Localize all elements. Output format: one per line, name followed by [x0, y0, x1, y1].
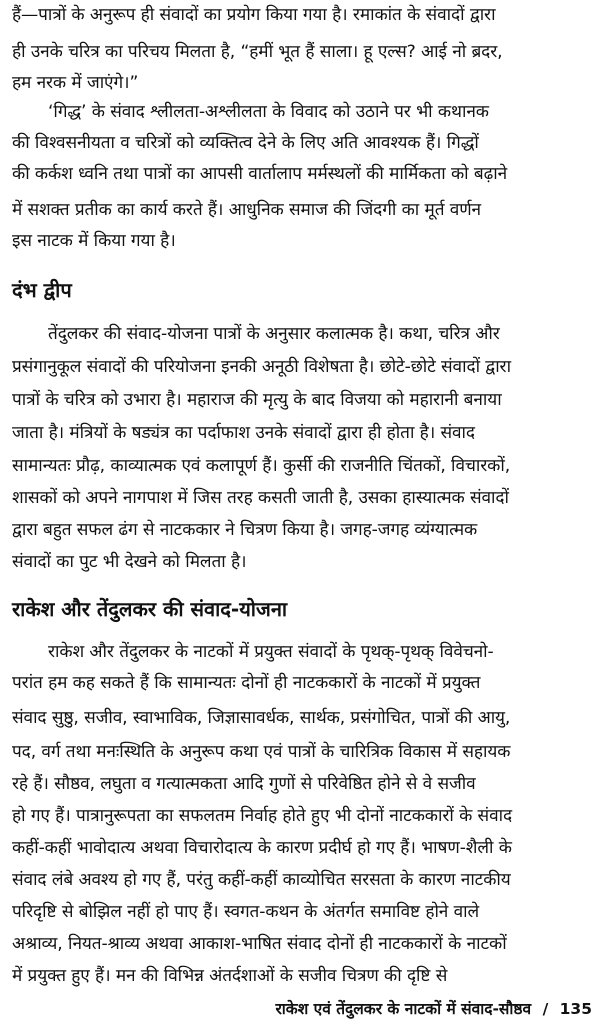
text-line: में प्रयुक्त हुए हैं। मन की विभिन्न अंतर्दशाओं के सजीव चित्रण की दृष्टि से: [12, 966, 448, 986]
text-line: में सशक्त प्रतीक का कार्य करते हैं। आधुनिक समाज की जिंदगी का मूर्त वर्णन: [12, 200, 481, 220]
text-line: परिदृष्टि से बोझिल नहीं हो पाए हैं। स्वगत-कथन के अंतर्गत समाविष्ट होने वाले: [12, 902, 480, 922]
running-title: राकेश एवं तेंदुलकर के नाटकों में संवाद-सौष्ठव: [275, 1000, 532, 1018]
text-line: कहीं-कहीं भावोदात्य अथवा विचारोदात्य के कारण प्रदीर्घ हो गए हैं। भाषण-शैली के: [12, 838, 512, 858]
section-heading: राकेश और तेंदुलकर की संवाद-योजना: [12, 597, 288, 621]
text-line: द्वारा बहुत सफल ढंग से नाटककार ने चित्रण किया है। जगह-जगह व्यंग्यात्मक: [12, 520, 478, 540]
text-line: की विश्वसनीयता व चरित्रों को व्यक्तित्व देने के लिए अति आवश्यक हैं। गिद्धों: [12, 133, 479, 153]
book-page: [12, 0, 596, 1028]
text-line: जाता है। मंत्रियों के षड्यंत्र का पर्दाफाश उनके संवादों द्वारा ही होता है। संवाद: [12, 423, 475, 443]
text-line: रहे हैं। सौष्ठव, लघुता व गत्यात्मकता आदि गुणों से परिवेष्ठित होने से वे सजीव: [12, 774, 476, 794]
text-line: संवादों का पुट भी देखने को मिलता है।: [12, 552, 247, 572]
text-line: परांत हम कह सकते हैं कि सामान्यतः दोनों ही नाटककारों के नाटकों में प्रयुक्त: [12, 673, 481, 693]
text-line: प्रसंगानुकूल संवादों की परियोजना इनकी अनूठी विशेषता है। छोटे-छोटे संवादों द्वारा: [12, 357, 511, 377]
text-line: अश्राव्य, नियत-श्राव्य अथवा आकाश-भाषित संवाद दोनों ही नाटककारों के नाटकों: [12, 934, 507, 954]
footer-separator: /: [542, 1000, 549, 1018]
text-line: ‘गिद्ध’ के संवाद श्लीलता-अश्लीलता के विवाद को उठाने पर भी कथानक: [48, 102, 489, 122]
text-line: राकेश और तेंदुलकर के नाटकों में प्रयुक्त संवादों के पृथक्-पृथक् विवेचनो-: [48, 642, 494, 662]
text-line: सामान्यतः प्रौढ़, काव्यात्मक एवं कलापूर्ण हैं। कुर्सी की राजनीति चिंतकों, विचारकों,: [12, 456, 511, 476]
text-line: की कर्कश ध्वनि तथा पात्रों का आपसी वार्तालाप मर्मस्थलों की मार्मिकता को बढ़ाने: [12, 164, 508, 184]
text-line: हम नरक में जाएंगे।”: [12, 73, 139, 93]
text-line: पात्रों के चरित्र को उभारा है। महाराज की मृत्यु के बाद विजया को महारानी बनाया: [12, 390, 502, 410]
text-line: पद, वर्ग तथा मनःस्थिति के अनुरूप कथा एवं पात्रों के चारित्रिक विकास में सहायक: [12, 742, 511, 762]
text-line: तेंदुलकर की संवाद-योजना पात्रों के अनुसार कलात्मक है। कथा, चरित्र और: [48, 324, 500, 344]
text-line: ही उनके चरित्र का परिचय मिलता है, “हमीं भूत हैं साला। हू एल्स? आई नो ब्रदर,: [12, 42, 503, 62]
page-footer: [275, 998, 592, 1020]
text-line: हैं—पात्रों के अनुरूप ही संवादों का प्रयोग किया गया है। रमाकांत के संवादों द्वारा: [12, 5, 496, 25]
section-heading: दंभ द्वीप: [12, 278, 72, 302]
page-number: 135: [559, 1000, 592, 1018]
text-line: हो गए हैं। पात्रानुरूपता का सफलतम निर्वाह होते हुए भी दोनों नाटककारों के संवाद: [12, 806, 513, 826]
text-line: शासकों को अपने नागपाश में जिस तरह कसती जाती है, उसका हास्यात्मक संवादों: [12, 488, 509, 508]
text-line: संवाद लंबे अवश्य हो गए हैं, परंतु कहीं-कहीं काव्योचित सरसता के कारण नाटकीय: [12, 870, 511, 890]
text-line: संवाद सुष्ठु, सजीव, स्वाभाविक, जिज्ञासावर्धक, सार्थक, प्रसंगोचित, पात्रों की आयु,: [12, 708, 511, 728]
text-line: इस नाटक में किया गया है।: [12, 231, 176, 251]
